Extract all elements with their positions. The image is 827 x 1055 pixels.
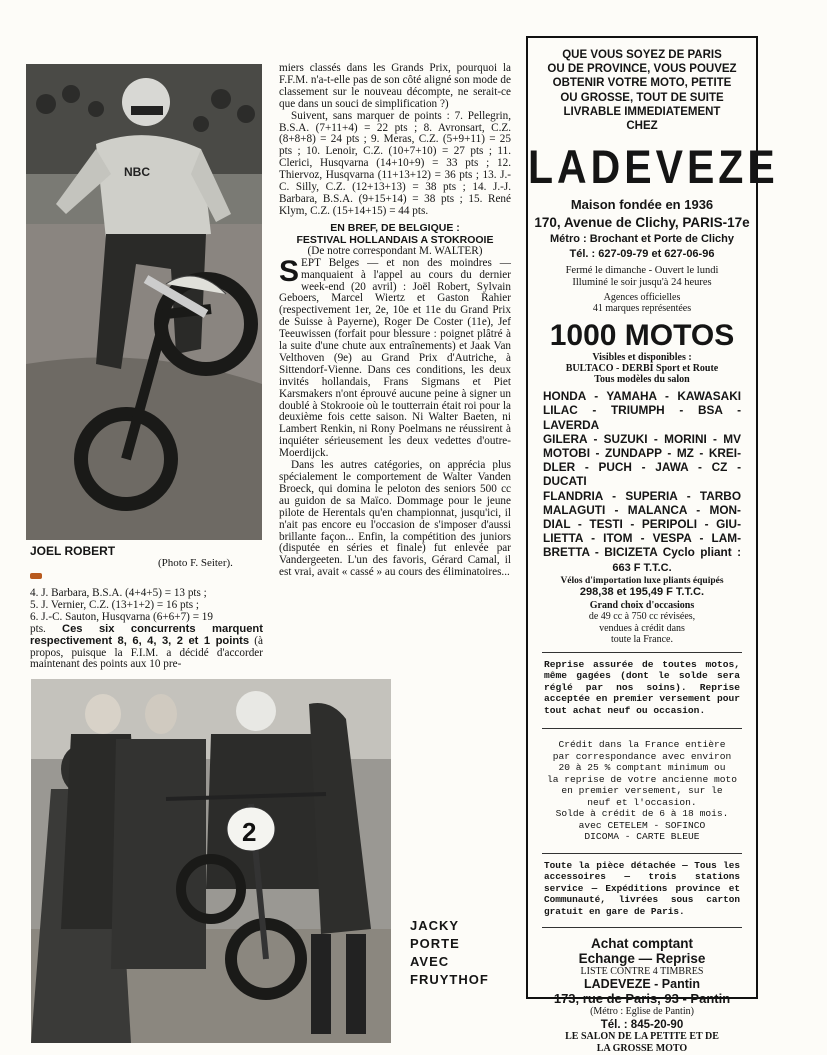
article-body: SEPT Belges — et non des moindres — manquaient à l'appel au cours du dernier week-end (20 avril) : Joël Robert, Sylvain Geboers, Marcel Wiertz et Gaston Rahier (respectivement 1er, 2e, 10e et 11e du Grand Prix de Suisse à Payerne), Roger De Coster (11e), Jef Teeuwissen (forfait pour blessure : poignet plâtré à la suite d'une chute aux entraînements) et Jaak Van Velthoven (9e) au Grand Prix d'Autriche, à Sittendorf-Vienne. Dans ces conditions, les deux invités hollandais, Frans Sigmans et Piet Karsmakers n'ont éprouvé aucune peine à signer un doublé à Stokrooie où le toutterrain était roi pour la deuxième fois cette saison. Ni Walter Baeten, ni Lambert Renkin, ni Rony Poelmans ne réussirent à inquiéter sérieusement les deux vedettes d'outre-Moerdijck.	[279, 254, 511, 460]
ad-pantin-metro: (Métro : Eglise de Pantin)	[590, 1006, 694, 1018]
ad-visible: Visibles et disponibles :	[592, 352, 692, 364]
ad-bultaco: BULTACO - DERBI Sport et Route	[565, 363, 719, 375]
ad-pieces: Toute la pièce détachée — Tous les accessoires — trois stations service — Expéditions province et Communauté, livrées sous carton gratuit en gare de Paris.	[544, 859, 740, 917]
ad-address: 170, Avenue de Clichy, PARIS-17e	[534, 215, 750, 231]
ad-metro: Métro : Brochant et Porte de Clichy	[550, 233, 734, 246]
result-line: 5. J. Vernier, C.Z. (13+1+2) = 16 pts ;	[30, 598, 199, 611]
divider	[542, 728, 742, 729]
ad-velos: Vélos d'importation luxe pliants équipés	[560, 575, 724, 586]
middle-column-text	[279, 63, 511, 579]
headline-belgique: EN BREF, DE BELGIQUE :	[330, 221, 460, 234]
ad-tel: Tél. : 627-09-79 et 627-06-96	[569, 248, 715, 261]
photo-jacky-porte	[31, 679, 391, 1043]
divider	[542, 927, 742, 928]
paragraph: Suivent, sans marquer de points : 7. Pellegrin, B.S.A. (7+11+4) = 22 pts ; 8. Avronsart, C.Z. (8+8+8) = 24 pts ; 9. Meras, C.Z. (5+9+11) = 25 pts ; 10. Lenoir, C.Z. (10+7+10) = 27 pts ; 11. Clerici, Husqvarna (14+10+9) = 33 pts ; 12. Thiervoz, Husqvarna (11+13+12) = 36 pts ; 13. J.-C. Silly, C.Z. (12+13+13) = 38 pts ; 14. J.-J. Barbara, B.S.A. (9+15+14) = 38 pts ; 15. René Klym, C.Z. (15+14+15) = 44 pts.	[279, 109, 511, 217]
ad-occasions: Grand choix d'occasions de 49 cc à 750 cc révisées, vendues à crédit dans toute la France.	[588, 599, 696, 646]
ad-price1: 663 F T.T.C.	[612, 561, 672, 574]
ad-1000-motos: 1000 MOTOS	[549, 319, 735, 353]
ad-intro: QUE VOUS SOYEZ DE PARIS OU DE PROVINCE, VOUS POUVEZ OBTENIR VOTRE MOTO, PETITE OU GROSSE, TOUT DE SUITE LIVRABLE IMMEDIATEMENT CHEZ	[547, 49, 737, 133]
ad-echange: Echange — Reprise	[578, 951, 706, 967]
ad-hours: Fermé le dimanche - Ouvert le lundi Illuminé le soir jusqu'à 24 heures	[565, 265, 719, 289]
paragraph: miers classés dans les Grands Prix, pourquoi la F.F.M. n'a-t-elle pas de son côté aligné son mode de classement sur le nouveau décompte, ne serait-ce que dans un souci de simplification ?)	[279, 62, 511, 110]
headline-festival: FESTIVAL HOLLANDAIS A STOKROOIE	[296, 233, 494, 246]
ad-liste: LISTE CONTRE 4 TIMBRES	[580, 966, 704, 978]
ad-reprise: Reprise assurée de toutes motos, même gagées (dont le solde sera réglé par nos soins). Reprise acceptée en premier versement pour tout achat neuf ou occasion.	[544, 658, 740, 716]
arrow-icon	[30, 573, 42, 579]
photo1-caption-name: JOEL ROBERT	[30, 544, 116, 558]
photo-joel-robert	[26, 64, 262, 540]
ad-achat: Achat comptant	[590, 936, 693, 952]
ladeveze-advertisement	[526, 36, 779, 1055]
race-number: 2	[242, 817, 257, 847]
left-column-text	[30, 588, 263, 671]
ad-models: Tous modèles du salon	[594, 374, 690, 386]
ad-pantin-tel: Tél. : 845-20-90	[600, 1019, 684, 1032]
result-line: 6. J.-C. Sauton, Husqvarna (6+6+7) = 19	[30, 610, 213, 623]
photo1-credit: (Photo F. Seiter).	[158, 557, 233, 569]
ad-brand-list: HONDA - YAMAHA - KAWASAKI LILAC - TRIUMPH - BSA - LAVERDA GILERA - SUZUKI - MORINI - MV MOTOBI - ZUNDAPP - MZ - KREI- DLER - PUCH - JAWA - CZ - DUCATI FLANDRIA - SUPERIA - TARBO MALAGUTI - MALANCA - MON- DIAL - TESTI - PERIPOLI - GIU- LIETTA - ITOM - VESPA - LAM- BRETTA - BICIZETA Cyclo pliant :	[543, 389, 741, 560]
article-body-2: Dans les autres catégories, on apprécia plus spécialement le comportement de Walter Vanden Broeck, qui domina le peloton des seniors 500 cc au guidon de sa Maïco. Dommage pour le jeune pilote de Herentals qu'en championnat, jusqu'ici, il n'ait pas encore eu l'occasion de s'imposer d'aussi brillante façon... Enfin, la compétition des juniors (disputée en séries et finale) fut enlevée par Vandergeeten. L'un des favoris, Gérard Camal, il est vrai, avait « cassé » au cours des éliminatoires...	[279, 459, 511, 579]
ad-price2: 298,38 et 195,49 F T.T.C.	[579, 585, 705, 598]
byline: (De notre correspondant M. WALTER)	[307, 244, 483, 257]
jersey-text: NBC	[124, 165, 150, 179]
bold-note: Ces six concurrents marquent respectivement 8, 6, 4, 3, 2 et 1 points	[30, 622, 263, 647]
ad-salon: LE SALON DE LA PETITE ET DE LA GROSSE MOTO	[565, 1031, 719, 1055]
result-paragraph: pts. Ces six concurrents marquent respectivement 8, 6, 4, 3, 2 et 1 points (à propos, puisque la F.I.M. a décidé d'accorder maintenant des points aux 10 pre-	[30, 622, 263, 671]
ad-founded: Maison fondée en 1936	[570, 197, 714, 213]
ad-pantin-address: 173, rue de Paris, 93 - Pantin	[553, 991, 731, 1007]
ad-credit: Crédit dans la France entière par correspondance avec environ 20 à 25 % comptant minimum ou la reprise de votre ancienne moto en premier versement, sur le neuf et l'occasion. Solde à crédit de 6 à 18 mois. avec CETELEM - SOFINCO DICOMA - CARTE BLEUE	[547, 739, 737, 843]
ad-agencies: Agences officielles 41 marques représentées	[592, 292, 692, 315]
ad-brand: LADEVEZE	[528, 140, 779, 194]
ad-pantin: LADEVEZE - Pantin	[584, 977, 700, 992]
dropcap: S	[279, 254, 300, 288]
result-line: 4. J. Barbara, B.S.A. (4+4+5) = 13 pts ;	[30, 587, 207, 599]
photo2-caption: JACKY PORTE AVEC FRUYTHOF	[410, 918, 489, 987]
